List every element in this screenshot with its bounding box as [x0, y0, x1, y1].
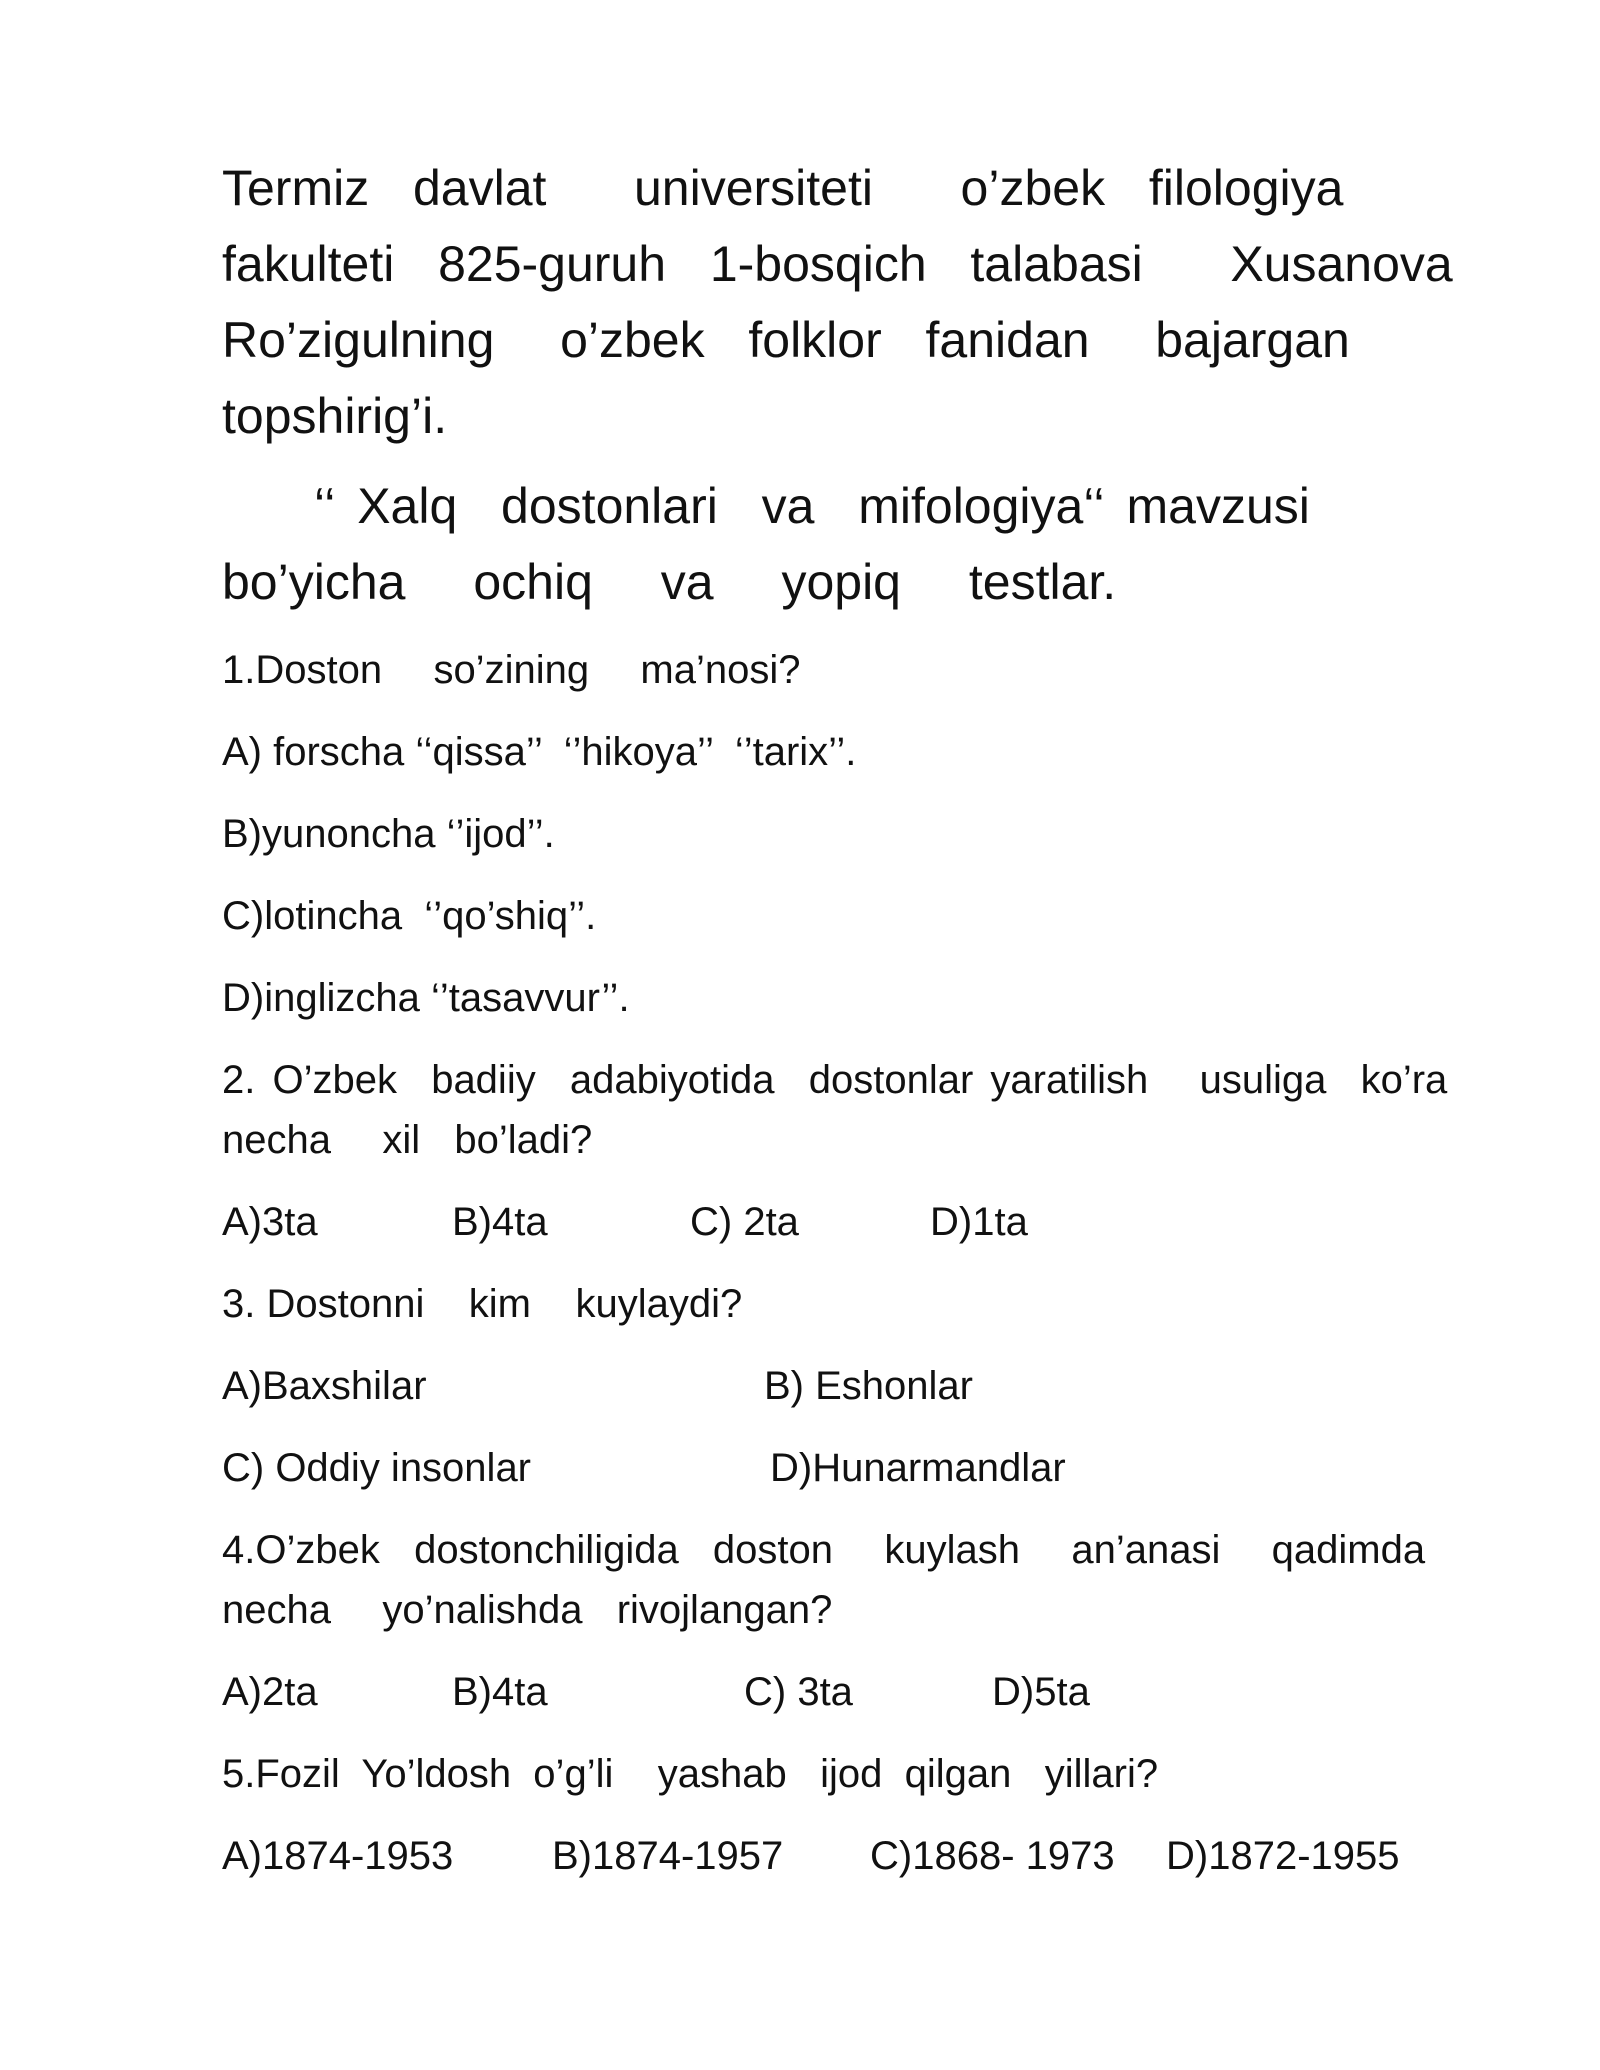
- question-5-option-b: B)1874-1957: [552, 1834, 784, 1878]
- question-3-option-d: D)Hunarmandlar: [770, 1446, 1066, 1490]
- question-3-option-a: A)Baxshilar: [222, 1364, 427, 1408]
- question-1: 1.Doston so’zining ma’nosi?: [222, 648, 801, 692]
- header-line-2: fakulteti 825-guruh 1-bosqich talabasi Xusanova: [222, 236, 1453, 292]
- question-4-option-a: A)2ta: [222, 1670, 318, 1714]
- question-5: 5.Fozil Yo’ldosh o’g’li yashab ijod qilgan yillari?: [222, 1752, 1159, 1796]
- question-1-option-d: D)inglizcha ‘’tasavvur’’.: [222, 976, 630, 1020]
- header-line-4: topshirig’i.: [222, 388, 448, 444]
- document-page: [222, 150, 1472, 1886]
- question-1-option-c: C)lotincha ‘’qo’shiq’’.: [222, 894, 597, 938]
- topic-line-1: ‘‘ Xalq dostonlari va mifologiya‘‘ mavzusi: [314, 478, 1310, 534]
- question-5-option-d: D)1872-1955: [1166, 1834, 1400, 1878]
- question-5-option-a: A)1874-1953: [222, 1834, 454, 1878]
- question-4-option-d: D)5ta: [992, 1670, 1090, 1714]
- question-4-line-2: necha yo’nalishda rivojlangan?: [222, 1588, 833, 1632]
- question-5-options: [222, 1826, 1472, 1886]
- question-3-options-row-2: [222, 1438, 1472, 1498]
- question-2-option-d: D)1ta: [930, 1200, 1028, 1244]
- question-3-option-c: C) Oddiy insonlar: [222, 1446, 532, 1490]
- header-line-1: Termiz davlat universiteti o’zbek filologiya: [222, 160, 1344, 216]
- question-4-options: [222, 1662, 1472, 1722]
- question-1-option-a: A) forscha ‘‘qissa’’ ‘’hikoya’’ ‘’tarix’’.: [222, 730, 857, 774]
- question-3-option-b: B) Eshonlar: [764, 1364, 973, 1408]
- question-3-options-row-1: [222, 1356, 1472, 1416]
- question-2-option-b: B)4ta: [452, 1200, 548, 1244]
- question-2-option-a: A)3ta: [222, 1200, 318, 1244]
- question-2-line-2: necha xil bo’ladi?: [222, 1118, 593, 1162]
- question-5-option-c: C)1868- 1973: [870, 1834, 1115, 1878]
- header-line-3: Ro’zigulning o’zbek folklor fanidan bajargan: [222, 312, 1350, 368]
- question-4-option-c: C) 3ta: [744, 1670, 853, 1714]
- question-1-option-b: B)yunoncha ‘’ijod’’.: [222, 812, 555, 856]
- question-3: 3. Dostonni kim kuylaydi?: [222, 1282, 743, 1326]
- question-4-option-b: B)4ta: [452, 1670, 548, 1714]
- topic-line-2: bo’yicha ochiq va yopiq testlar.: [222, 554, 1117, 610]
- question-2-options: [222, 1192, 1472, 1252]
- question-2-line-1: 2. O’zbek badiiy adabiyotida dostonlar yaratilish usuliga ko’ra: [222, 1058, 1448, 1102]
- question-4-line-1: 4.O’zbek dostonchiligida doston kuylash an’anasi qadimda: [222, 1528, 1426, 1572]
- question-2-option-c: C) 2ta: [690, 1200, 799, 1244]
